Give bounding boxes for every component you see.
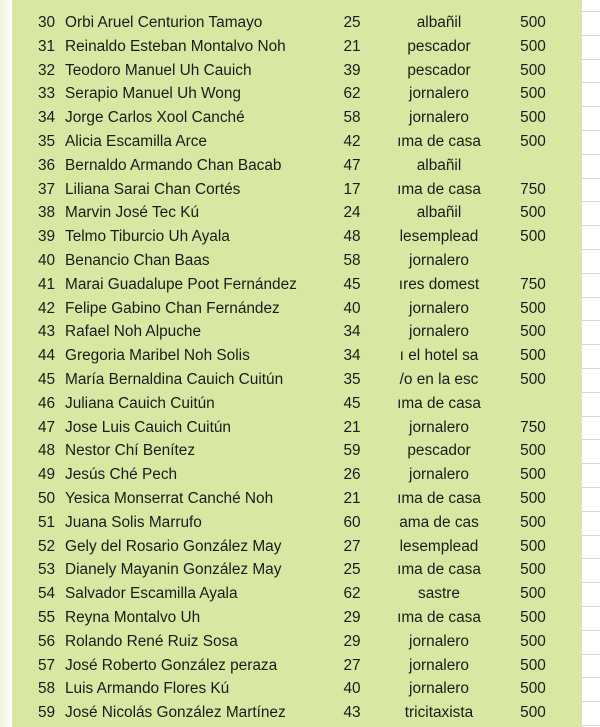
- data-rows: [0, 11, 600, 725]
- row-number-cell[interactable]: 52: [38, 537, 56, 555]
- table-row[interactable]: [0, 677, 600, 701]
- amount-cell[interactable]: 500: [520, 513, 546, 531]
- row-number-cell[interactable]: 38: [38, 204, 56, 222]
- table-row[interactable]: [0, 582, 600, 606]
- name-cell[interactable]: Felipe Gabino Chan Fernández: [65, 299, 280, 317]
- age-cell[interactable]: 21: [343, 489, 361, 507]
- row-number-cell[interactable]: 58: [38, 680, 56, 698]
- name-cell[interactable]: Benancio Chan Baas: [65, 251, 210, 269]
- name-cell[interactable]: Juliana Cauich Cuitún: [65, 394, 215, 412]
- name-cell[interactable]: José Roberto González peraza: [65, 656, 278, 674]
- occupation-cell[interactable]: ı el hotel sa: [399, 347, 479, 365]
- occupation-cell[interactable]: pescador: [407, 442, 471, 460]
- occupation-cell[interactable]: jornalero: [409, 109, 469, 127]
- occupation-cell[interactable]: ama de cas: [399, 513, 479, 531]
- table-row[interactable]: [0, 273, 600, 297]
- table-row[interactable]: [0, 368, 600, 392]
- occupation-cell[interactable]: jornalero: [409, 680, 469, 698]
- table-row[interactable]: [0, 463, 600, 487]
- age-cell[interactable]: 45: [343, 394, 361, 412]
- age-cell[interactable]: 62: [343, 585, 361, 603]
- occupation-cell[interactable]: jornalero: [409, 632, 469, 650]
- age-cell[interactable]: 35: [343, 370, 361, 388]
- row-number-cell[interactable]: 54: [38, 585, 56, 603]
- name-cell[interactable]: Bernaldo Armando Chan Bacab: [65, 156, 282, 174]
- table-row[interactable]: [0, 392, 600, 416]
- occupation-cell[interactable]: jornalero: [409, 85, 469, 103]
- table-row[interactable]: [0, 154, 600, 178]
- age-cell[interactable]: 58: [343, 109, 361, 127]
- occupation-cell[interactable]: ıma de casa: [397, 489, 481, 507]
- amount-cell[interactable]: 750: [520, 275, 546, 293]
- occupation-cell[interactable]: lesemplead: [399, 537, 479, 555]
- occupation-cell[interactable]: jornalero: [409, 418, 469, 436]
- name-cell[interactable]: Dianely Mayanin González May: [65, 561, 282, 579]
- age-cell[interactable]: 39: [343, 61, 361, 79]
- occupation-cell[interactable]: ıma de casa: [397, 180, 481, 198]
- age-cell[interactable]: 25: [343, 14, 361, 31]
- occupation-cell[interactable]: lesemplead: [399, 228, 479, 246]
- age-cell[interactable]: 29: [343, 608, 361, 626]
- amount-cell[interactable]: 500: [520, 109, 546, 127]
- table-row[interactable]: [0, 11, 600, 35]
- row-number-cell[interactable]: 46: [38, 394, 56, 412]
- amount-cell[interactable]: 500: [520, 442, 546, 460]
- age-cell[interactable]: 45: [343, 275, 361, 293]
- age-cell[interactable]: 26: [343, 466, 361, 484]
- name-cell[interactable]: Marvin José Tec Kú: [65, 204, 200, 222]
- occupation-cell[interactable]: /o en la esc: [399, 370, 479, 388]
- table-row[interactable]: [0, 344, 600, 368]
- age-cell[interactable]: 59: [343, 442, 361, 460]
- occupation-cell[interactable]: jornalero: [409, 251, 469, 269]
- row-number-cell[interactable]: 48: [38, 442, 56, 460]
- name-cell[interactable]: Rolando René Ruiz Sosa: [65, 632, 238, 650]
- occupation-cell[interactable]: pescador: [407, 37, 471, 55]
- age-cell[interactable]: 21: [343, 418, 361, 436]
- row-number-cell[interactable]: 57: [38, 656, 56, 674]
- name-cell[interactable]: Gely del Rosario González May: [65, 537, 282, 555]
- row-number-cell[interactable]: 55: [38, 608, 56, 626]
- row-number-cell[interactable]: 51: [38, 513, 56, 531]
- occupation-cell[interactable]: albañil: [416, 156, 462, 174]
- row-number-cell[interactable]: 32: [38, 61, 56, 79]
- amount-cell[interactable]: 500: [520, 466, 546, 484]
- amount-cell[interactable]: 500: [520, 656, 546, 674]
- table-row[interactable]: [0, 225, 600, 249]
- name-cell[interactable]: Luis Armando Flores Kú: [65, 680, 230, 698]
- occupation-cell[interactable]: tricitaxista: [404, 704, 474, 722]
- age-cell[interactable]: 34: [343, 323, 361, 341]
- amount-cell[interactable]: 500: [520, 347, 546, 365]
- occupation-cell[interactable]: jornalero: [409, 323, 469, 341]
- row-number-cell[interactable]: 50: [38, 489, 56, 507]
- row-number-cell[interactable]: 56: [38, 632, 56, 650]
- age-cell[interactable]: 25: [343, 561, 361, 579]
- name-cell[interactable]: Rafael Noh Alpuche: [65, 323, 202, 341]
- row-number-cell[interactable]: 39: [38, 228, 56, 246]
- name-cell[interactable]: Gregoria Maribel Noh Solis: [65, 347, 250, 365]
- age-cell[interactable]: 40: [343, 299, 361, 317]
- row-number-cell[interactable]: 33: [38, 85, 56, 103]
- amount-cell[interactable]: 500: [520, 37, 546, 55]
- name-cell[interactable]: Juana Solis Marrufo: [65, 513, 202, 531]
- table-row[interactable]: [0, 178, 600, 202]
- name-cell[interactable]: Alicia Escamilla Arce: [65, 132, 207, 150]
- amount-cell[interactable]: 500: [520, 680, 546, 698]
- table-row[interactable]: [0, 654, 600, 678]
- row-number-cell[interactable]: 53: [38, 561, 56, 579]
- name-cell[interactable]: Marai Guadalupe Poot Fernández: [65, 275, 297, 293]
- name-cell[interactable]: María Bernaldina Cauich Cuitún: [65, 370, 284, 388]
- name-cell[interactable]: Telmo Tiburcio Uh Ayala: [65, 228, 230, 246]
- age-cell[interactable]: 34: [343, 347, 361, 365]
- row-number-cell[interactable]: 36: [38, 156, 56, 174]
- name-cell[interactable]: Reinaldo Esteban Montalvo Noh: [65, 37, 286, 55]
- amount-cell[interactable]: 500: [520, 299, 546, 317]
- row-number-cell[interactable]: 44: [38, 347, 56, 365]
- occupation-cell[interactable]: albañil: [416, 14, 462, 31]
- amount-cell[interactable]: 500: [520, 489, 546, 507]
- row-number-cell[interactable]: 47: [38, 418, 56, 436]
- occupation-cell[interactable]: ıma de casa: [397, 608, 481, 626]
- table-row[interactable]: [0, 511, 600, 535]
- table-row[interactable]: [0, 558, 600, 582]
- occupation-cell[interactable]: jornalero: [409, 656, 469, 674]
- row-number-cell[interactable]: 34: [38, 109, 56, 127]
- occupation-cell[interactable]: albañil: [416, 204, 462, 222]
- row-number-cell[interactable]: 41: [38, 275, 56, 293]
- age-cell[interactable]: 43: [343, 704, 361, 722]
- occupation-cell[interactable]: ıma de casa: [397, 561, 481, 579]
- amount-cell[interactable]: 500: [520, 608, 546, 626]
- amount-cell[interactable]: 500: [520, 228, 546, 246]
- table-row[interactable]: [0, 320, 600, 344]
- age-cell[interactable]: 27: [343, 656, 361, 674]
- row-number-cell[interactable]: 40: [38, 251, 56, 269]
- row-number-cell[interactable]: 49: [38, 466, 56, 484]
- amount-cell[interactable]: 500: [520, 61, 546, 79]
- age-cell[interactable]: 29: [343, 632, 361, 650]
- occupation-cell[interactable]: ıma de casa: [397, 132, 481, 150]
- table-row[interactable]: [0, 106, 600, 130]
- row-number-cell[interactable]: 45: [38, 370, 56, 388]
- row-number-cell[interactable]: 35: [38, 132, 56, 150]
- table-row[interactable]: [0, 701, 600, 725]
- occupation-cell[interactable]: sastre: [418, 585, 460, 603]
- age-cell[interactable]: 47: [343, 156, 361, 174]
- table-row[interactable]: [0, 630, 600, 654]
- name-cell[interactable]: Jorge Carlos Xool Canché: [65, 109, 245, 127]
- age-cell[interactable]: 24: [343, 204, 361, 222]
- age-cell[interactable]: 21: [343, 37, 361, 55]
- age-cell[interactable]: 17: [343, 180, 361, 198]
- table-row[interactable]: [0, 35, 600, 59]
- name-cell[interactable]: Orbi Aruel Centurion Tamayo: [65, 14, 263, 31]
- age-cell[interactable]: 27: [343, 537, 361, 555]
- name-cell[interactable]: Yesica Monserrat Canché Noh: [65, 489, 274, 507]
- amount-cell[interactable]: 500: [520, 85, 546, 103]
- amount-cell[interactable]: 500: [520, 370, 546, 388]
- age-cell[interactable]: 58: [343, 251, 361, 269]
- name-cell[interactable]: José Nicolás González Martínez: [65, 704, 286, 722]
- name-cell[interactable]: Reyna Montalvo Uh: [65, 608, 201, 626]
- name-cell[interactable]: Serapio Manuel Uh Wong: [65, 85, 241, 103]
- row-number-cell[interactable]: 30: [38, 14, 56, 31]
- occupation-cell[interactable]: pescador: [407, 61, 471, 79]
- age-cell[interactable]: 60: [343, 513, 361, 531]
- table-row[interactable]: [0, 82, 600, 106]
- table-row[interactable]: [0, 130, 600, 154]
- name-cell[interactable]: Liliana Sarai Chan Cortés: [65, 180, 241, 198]
- amount-cell[interactable]: 500: [520, 561, 546, 579]
- table-row[interactable]: [0, 416, 600, 440]
- age-cell[interactable]: 42: [343, 132, 361, 150]
- row-number-cell[interactable]: 43: [38, 323, 56, 341]
- age-cell[interactable]: 40: [343, 680, 361, 698]
- occupation-cell[interactable]: ıma de casa: [397, 394, 481, 412]
- amount-cell[interactable]: 500: [520, 14, 546, 31]
- amount-cell[interactable]: 500: [520, 585, 546, 603]
- amount-cell[interactable]: 750: [520, 418, 546, 436]
- occupation-cell[interactable]: jornalero: [409, 299, 469, 317]
- table-row[interactable]: [0, 249, 600, 273]
- name-cell[interactable]: Jose Luis Cauich Cuitún: [65, 418, 231, 436]
- amount-cell[interactable]: 500: [520, 704, 546, 722]
- table-row[interactable]: [0, 297, 600, 321]
- age-cell[interactable]: 48: [343, 228, 361, 246]
- name-cell[interactable]: Nestor Chí Benítez: [65, 442, 196, 460]
- row-number-cell[interactable]: 42: [38, 299, 56, 317]
- row-number-cell[interactable]: 59: [38, 704, 56, 722]
- occupation-cell[interactable]: jornalero: [409, 466, 469, 484]
- name-cell[interactable]: Jesús Ché Pech: [65, 466, 178, 484]
- occupation-cell[interactable]: ıres domest: [398, 275, 480, 293]
- name-cell[interactable]: Teodoro Manuel Uh Cauich: [65, 61, 252, 79]
- table-row[interactable]: [0, 487, 600, 511]
- amount-cell[interactable]: 500: [520, 632, 546, 650]
- amount-cell[interactable]: 500: [520, 132, 546, 150]
- age-cell[interactable]: 62: [343, 85, 361, 103]
- amount-cell[interactable]: 500: [520, 537, 546, 555]
- gridline: [582, 725, 600, 726]
- table-row[interactable]: [0, 201, 600, 225]
- amount-cell[interactable]: 750: [520, 180, 546, 198]
- table-row[interactable]: [0, 439, 600, 463]
- amount-cell[interactable]: 500: [520, 204, 546, 222]
- row-number-cell[interactable]: 37: [38, 180, 56, 198]
- amount-cell[interactable]: 500: [520, 323, 546, 341]
- name-cell[interactable]: Salvador Escamilla Ayala: [65, 585, 238, 603]
- table-row[interactable]: [0, 535, 600, 559]
- row-number-cell[interactable]: 31: [38, 37, 56, 55]
- table-row[interactable]: [0, 59, 600, 83]
- table-row[interactable]: [0, 606, 600, 630]
